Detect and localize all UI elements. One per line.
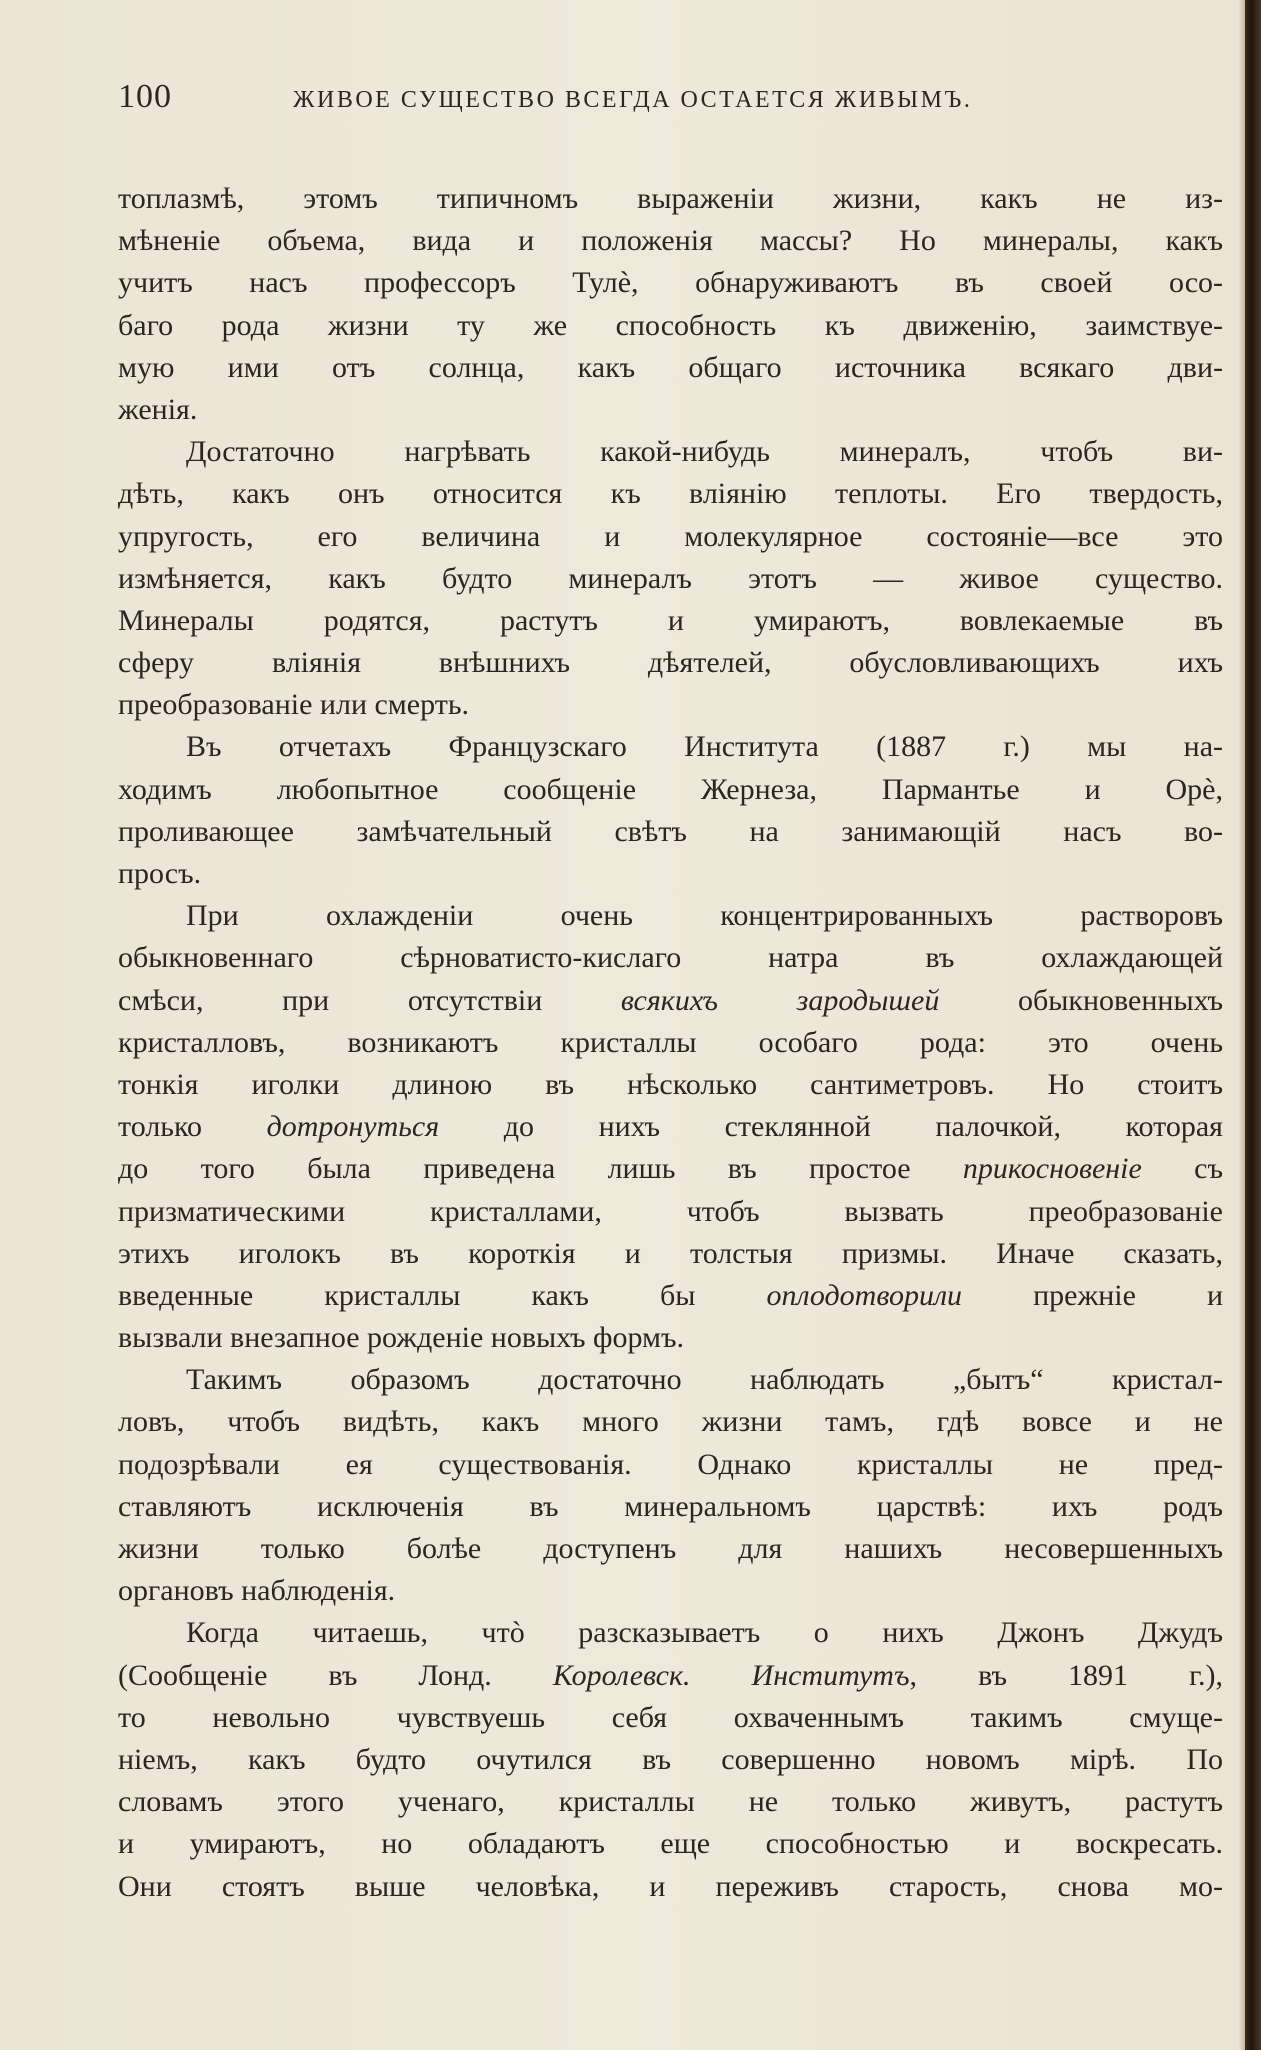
text-segment: , въ 1891 г.), bbox=[909, 1658, 1223, 1692]
text-line: этихъ иголокъ въ короткія и толстыя призмы. Иначе сказать, bbox=[118, 1236, 1223, 1270]
text-line: проливающее замѣчательный свѣтъ на занимающій насъ во- bbox=[118, 814, 1223, 848]
text-line: измѣняется, какъ будто минералъ этотъ — живое существо. bbox=[118, 561, 1223, 595]
text-line: словамъ этого ученаго, кристаллы не только живутъ, растутъ bbox=[118, 1785, 1223, 1819]
text-line: призматическими кристаллами, чтобъ вызвать преобразованіе bbox=[118, 1194, 1223, 1228]
text-line bbox=[118, 1148, 1223, 1190]
italic-phrase: оплодотворили bbox=[766, 1278, 963, 1312]
text-line: сферу вліянія внѣшнихъ дѣятелей, обусловливающихъ ихъ bbox=[118, 646, 1223, 680]
text-line: При охлажденіи очень концентрированныхъ растворовъ bbox=[186, 899, 1223, 933]
text-line: подозрѣвали ея существованія. Однако кристаллы не пред- bbox=[118, 1447, 1223, 1481]
text-line: ходимъ любопытное сообщеніе Жернеза, Пармантье и Орѐ, bbox=[118, 772, 1223, 806]
text-segment: обыкновенныхъ bbox=[939, 983, 1223, 1017]
text-line: Въ отчетахъ Французскаго Института (1887 г.) мы на- bbox=[186, 730, 1223, 764]
running-head bbox=[118, 78, 1218, 122]
text-line: преобразованіе или смерть. bbox=[118, 688, 470, 722]
text-segment: прежніе и bbox=[962, 1278, 1223, 1312]
text-line: ніемъ, какъ будто очутился въ совершенно новомъ мірѣ. По bbox=[118, 1742, 1223, 1776]
text-line bbox=[118, 1655, 1223, 1697]
text-segment: съ bbox=[1141, 1152, 1223, 1186]
text-segment: введенные кристаллы какъ бы bbox=[118, 1278, 767, 1312]
running-title: ЖИВОЕ СУЩЕСТВО ВСЕГДА ОСТАЕТСЯ ЖИВЫМЪ. bbox=[293, 87, 973, 113]
text-line: Минералы родятся, растутъ и умираютъ, вовлекаемые въ bbox=[118, 603, 1223, 637]
text-line: топлазмѣ, этомъ типичномъ выраженіи жизни, какъ не из- bbox=[118, 182, 1223, 215]
text-line bbox=[118, 980, 1223, 1022]
text-line: учитъ насъ профессоръ Тулѐ, обнаруживаютъ въ своей осо- bbox=[118, 266, 1223, 300]
text-line: баго рода жизни ту же способность къ движенію, заимствуе- bbox=[118, 308, 1223, 342]
text-line: тонкія иголки длиною въ нѣсколько сантиметровъ. Но стоитъ bbox=[118, 1067, 1223, 1101]
text-line bbox=[118, 1275, 1223, 1317]
page-number: 100 bbox=[118, 78, 172, 115]
text-line: обыкновеннаго сѣрноватисто-кислаго натра въ охлаждающей bbox=[118, 941, 1223, 975]
text-line bbox=[118, 1106, 1223, 1148]
italic-phrase: прикосновеніе bbox=[962, 1152, 1142, 1186]
text-line: ставляютъ исключенія въ минеральномъ царствѣ: ихъ родъ bbox=[118, 1489, 1223, 1523]
text-line: мѣненіе объема, вида и положенія массы? Но минералы, какъ bbox=[118, 224, 1223, 258]
text-line: кристалловъ, возникаютъ кристаллы особаго рода: это очень bbox=[118, 1025, 1223, 1059]
text-segment: (Сообщеніе въ Лонд. bbox=[118, 1658, 553, 1692]
text-line: женія. bbox=[118, 392, 198, 426]
text-line: то невольно чувствуешь себя охваченнымъ такимъ смуще- bbox=[118, 1700, 1223, 1734]
italic-phrase: дотронуться bbox=[266, 1110, 440, 1144]
text-line: и умираютъ, но обладаютъ еще способностью и воскресать. bbox=[118, 1827, 1223, 1861]
italic-phrase: Королевск. Институтъ bbox=[552, 1658, 910, 1692]
text-line: ловъ, чтобъ видѣть, какъ много жизни тамъ, гдѣ вовсе и не bbox=[118, 1405, 1223, 1439]
text-line: вызвали внезапное рожденіе новыхъ формъ. bbox=[118, 1321, 685, 1355]
book-spine bbox=[1245, 0, 1261, 2050]
text-segment: только bbox=[118, 1110, 267, 1144]
text-segment: смѣси, при отсутствіи bbox=[118, 983, 621, 1017]
text-line: жизни только болѣе доступенъ для нашихъ несовершенныхъ bbox=[118, 1532, 1223, 1565]
text-line: Достаточно нагрѣвать какой-нибудь минералъ, чтобъ ви- bbox=[186, 435, 1223, 469]
text-line: упругость, его величина и молекулярное состояніе—все это bbox=[118, 519, 1223, 553]
text-segment: до нихъ стеклянной палочкой, которая bbox=[439, 1110, 1223, 1144]
text-line: просъ. bbox=[118, 857, 202, 890]
text-line: Они стоятъ выше человѣка, и переживъ старость, снова мо- bbox=[118, 1869, 1223, 1903]
text-segment: до того была приведена лишь въ простое bbox=[118, 1152, 963, 1186]
italic-phrase: всякихъ зародышей bbox=[620, 983, 940, 1017]
text-line: Такимъ образомъ достаточно наблюдать „бытъ“ кристал- bbox=[186, 1363, 1223, 1397]
text-line: Когда читаешь, чтò разсказываетъ о нихъ Джонъ Джудъ bbox=[186, 1616, 1223, 1650]
body-text bbox=[118, 178, 1223, 1908]
text-line: мую ими отъ солнца, какъ общаго источника всякаго дви- bbox=[118, 350, 1223, 384]
text-line: органовъ наблюденія. bbox=[118, 1574, 396, 1608]
text-line: дѣть, какъ онъ относится къ вліянію теплоты. Его твердость, bbox=[118, 477, 1223, 511]
